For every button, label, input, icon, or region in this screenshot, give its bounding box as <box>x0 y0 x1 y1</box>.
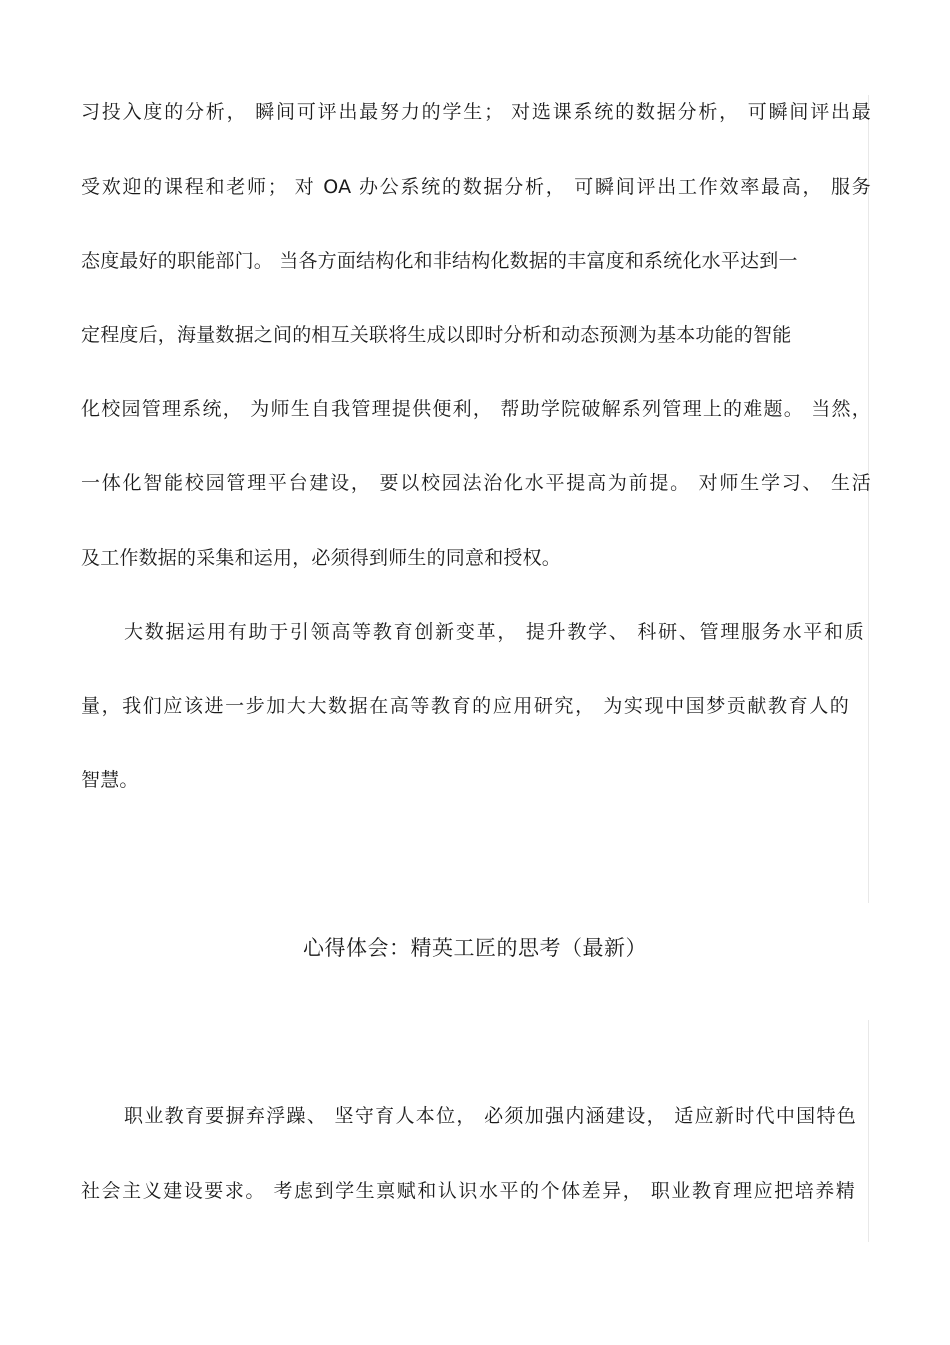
paragraph-first-line: 大数据运用有助于引领高等教育创新变革， 提升教学、 科研、管理服务水平和质 <box>124 621 864 643</box>
body-text-line: 习投入度的分析， 瞬间可评出最努力的学生； 对选课系统的数据分析， 可瞬间评出最 <box>81 101 871 123</box>
section-title: 心得体会：精英工匠的思考（最新） <box>303 936 647 960</box>
body-text-line: 一体化智能校园管理平台建设， 要以校园法治化水平提高为前提。 对师生学习、 生活 <box>81 472 871 494</box>
body-text-line: 及工作数据的采集和运用，必须得到师生的同意和授权。 <box>81 547 562 569</box>
body-text-line: 定程度后，海量数据之间的相互关联将生成以即时分析和动态预测为基本功能的智能 <box>81 324 792 346</box>
paragraph-first-line: 职业教育要摒弃浮躁、 坚守育人本位， 必须加强内涵建设， 适应新时代中国特色 <box>124 1105 856 1127</box>
body-text-line: 受欢迎的课程和老师； 对 OA 办公系统的数据分析， 可瞬间评出工作效率最高， 服务 <box>81 176 871 198</box>
body-text-line: 社会主义建设要求。 考虑到学生禀赋和认识水平的个体差异， 职业教育理应把培养精 <box>81 1180 855 1202</box>
body-text-line: 态度最好的职能部门。 当各方面结构化和非结构化数据的丰富度和系统化水平达到一 <box>81 250 798 272</box>
body-text-line: 量，我们应该进一步加大大数据在高等教育的应用研究， 为实现中国梦贡献教育人的 <box>81 695 849 717</box>
body-text-line: 智慧。 <box>81 769 139 791</box>
page-margin-rule <box>868 1020 869 1242</box>
body-text-line: 化校园管理系统， 为师生自我管理提供便利， 帮助学院破解系列管理上的难题。 当然， <box>81 398 871 420</box>
